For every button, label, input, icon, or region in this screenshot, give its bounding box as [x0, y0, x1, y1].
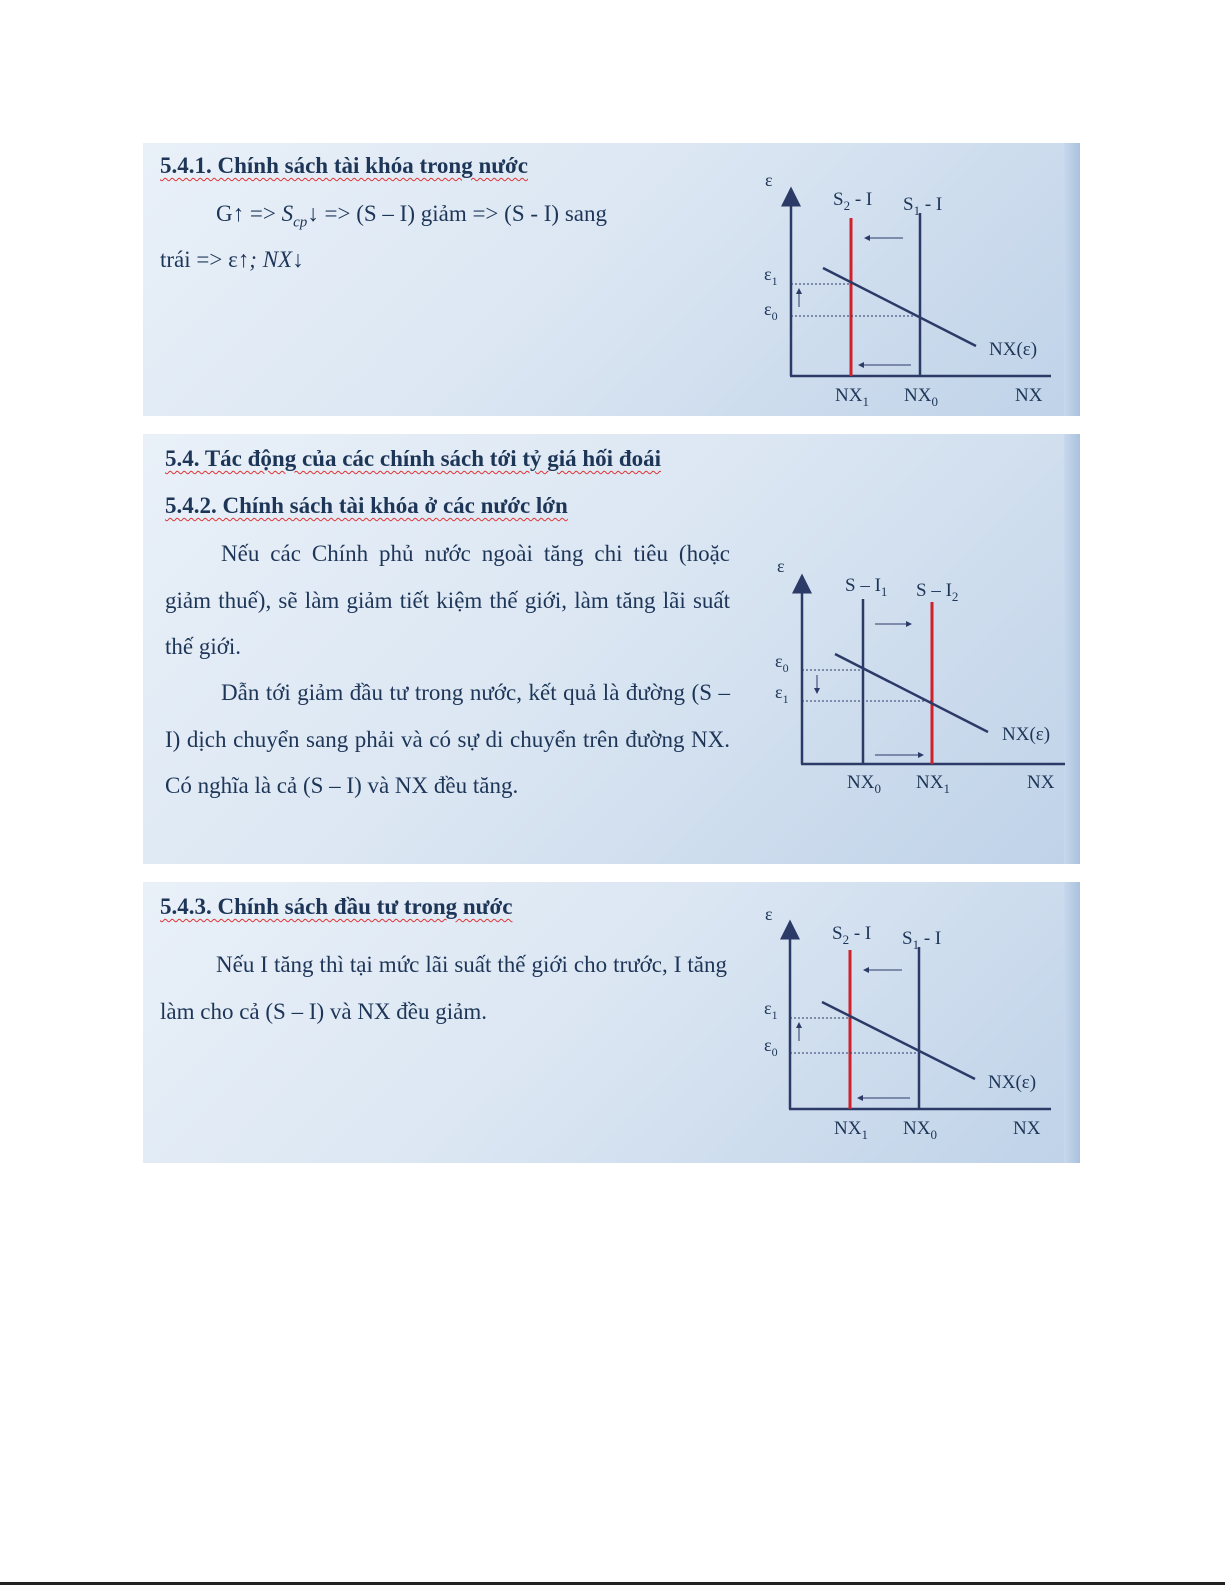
nx-curve-label: NX(ε) [989, 339, 1038, 360]
eps0-label: $\varepsilon_0$ [764, 1035, 778, 1059]
nx-curve-label: NX(ε) [988, 1072, 1037, 1093]
paragraph: Nếu I tăng thì tại mức lãi suất thế giới cho trước, I tăng làm cho cả (S – I) và NX đều giảm. [160, 952, 727, 1024]
section-title: 5.4.1. Chính sách tài khóa trong nước [160, 153, 528, 178]
x-axis-label: NX [1027, 772, 1055, 793]
eps0-label: $\varepsilon_0$ [764, 299, 778, 323]
y-axis-label: ε [765, 170, 773, 190]
s2-i-label: $S_2$ - I [832, 923, 872, 947]
arrow-up-icon: ↑ [237, 247, 250, 272]
nx1-label: $NX_1$ [835, 385, 869, 409]
s-cp-symbol: $S_{cp}$ [281, 201, 308, 231]
diagram-left-shift [751, 163, 1061, 413]
arrow-down-icon: ↓ [307, 201, 319, 226]
eps0-label: $\varepsilon_0$ [775, 651, 789, 675]
arrow-up-icon: ↑ [232, 201, 245, 226]
x-axis-label: NX [1013, 1118, 1041, 1139]
x-axis-label: NX [1015, 385, 1043, 406]
formula-rest: (S – I) giảm => (S - I) sang [356, 201, 607, 226]
slide-domestic-fiscal-policy [143, 143, 1080, 416]
nx1-label: $NX_1$ [916, 772, 950, 796]
eps1-label: $\varepsilon_1$ [775, 682, 789, 706]
formula-line-2: trái => ε↑; NX↓ [160, 247, 304, 272]
y-axis-label: ε [777, 556, 785, 576]
paragraph-1: Nếu các Chính phủ nước ngoài tăng chi tiêu (hoặc giảm thuế), sẽ làm giảm tiết kiệm thế giới, làm tăng lãi suất thế giới. [165, 541, 730, 659]
slide-large-country-fiscal-policy [143, 434, 1080, 864]
nx-curve [823, 268, 976, 346]
s1-i-label: $S_1$ - I [903, 194, 943, 218]
eps1-label: $\varepsilon_1$ [764, 998, 778, 1022]
s-i2-label: S – $I_2$ [916, 580, 959, 604]
s-i1-label: S – $I_1$ [845, 575, 888, 599]
y-axis-label: ε [765, 904, 773, 924]
slide-domestic-investment-policy [143, 882, 1080, 1163]
main-title: 5.4. Tác động của các chính sách tới tỷ giá hối đoái [165, 446, 662, 471]
arrow-down-icon: ↓ [292, 247, 304, 272]
nx0-label: $NX_0$ [847, 772, 881, 796]
nx-curve [835, 654, 988, 732]
nx0-label: $NX_0$ [904, 385, 938, 409]
nx-curve [822, 1002, 975, 1079]
slide-edge [1064, 882, 1080, 1163]
section-title: 5.4.2. Chính sách tài khóa ở các nước lớn [165, 493, 568, 518]
paragraph-2: Dẫn tới giảm đầu tư trong nước, kết quả là đường (S – I) dịch chuyển sang phải và có sự di chuyển trên đường NX. Có nghĩa là cả (S – I) và NX đều tăng. [165, 680, 730, 798]
eps1-label: $\varepsilon_1$ [764, 264, 778, 288]
diagram-right-shift [765, 554, 1075, 804]
slide-edge [1064, 143, 1080, 416]
nx1-label: $NX_1$ [834, 1118, 868, 1142]
diagram-left-shift [751, 902, 1061, 1152]
section-title: 5.4.3. Chính sách đầu tư trong nước [160, 894, 513, 919]
formula-line-1: G↑ => $S_{cp}↓ => (S - I)$ giảm => (S - I) sang [216, 201, 607, 231]
nx-curve-label: NX(ε) [1002, 724, 1051, 745]
nx0-label: $NX_0$ [903, 1118, 937, 1142]
g-symbol: G [216, 201, 233, 226]
s1-i-label: $S_1$ - I [902, 928, 942, 952]
s2-i-label: $S_2$ - I [833, 189, 873, 213]
